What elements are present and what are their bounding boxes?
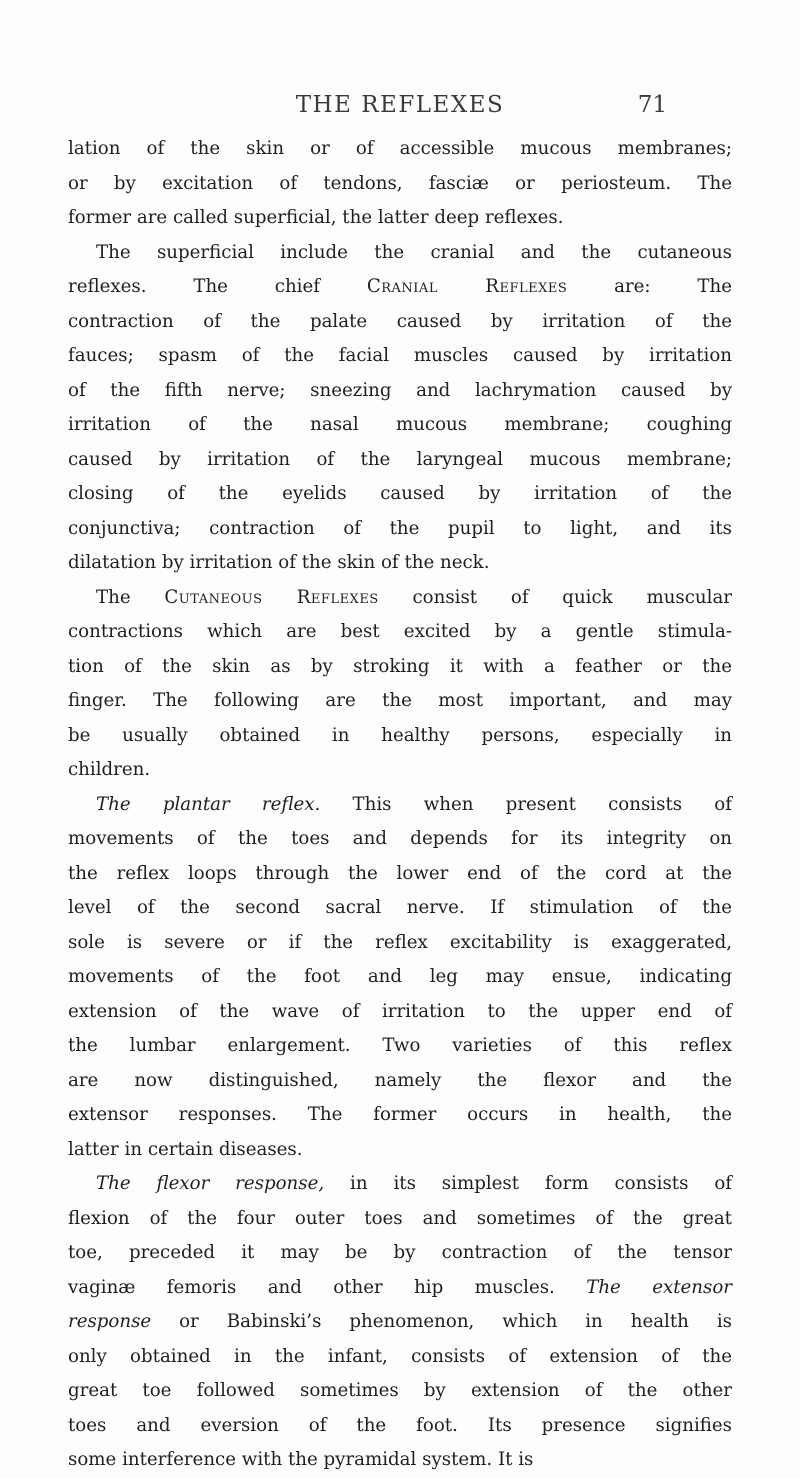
text-segment: only obtained in the infant, consists of extension of the: [68, 1345, 732, 1367]
text-line: [68, 132, 732, 167]
text-segment: are: The: [567, 276, 732, 297]
text-line: [68, 236, 732, 271]
page-number: 71: [637, 92, 667, 118]
text-segment: finger. The following are the most important, and may: [68, 690, 732, 711]
italic-term: The extensor: [586, 1276, 732, 1298]
text-segment: consist of quick muscular: [378, 586, 732, 608]
text-segment: The: [96, 586, 165, 608]
text-line: [68, 1443, 732, 1478]
text-line: [68, 1340, 732, 1375]
text-segment: toes and eversion of the foot. Its presence signifies: [68, 1414, 732, 1436]
text-line: [68, 891, 732, 926]
text-line: [68, 270, 732, 305]
small-caps-term: Cranial Reflexes: [366, 276, 568, 297]
text-line: [68, 512, 732, 547]
small-caps-term: Cutaneous Reflexes: [164, 586, 379, 608]
text-segment: extension of the wave of irritation to the upper end of: [68, 1000, 732, 1022]
text-segment: dilatation by irritation of the skin of the neck.: [68, 552, 490, 573]
text-line: [68, 960, 732, 995]
text-segment: caused by irritation of the laryngeal mucous membrane;: [68, 448, 732, 470]
text-segment: movements of the foot and leg may ensue, indicating: [68, 966, 732, 987]
text-segment: reflexes. The chief: [68, 276, 367, 297]
text-segment: extensor responses. The former occurs in health, the: [68, 1104, 732, 1125]
text-segment: closing of the eyelids caused by irritation of the: [68, 483, 732, 504]
text-segment: contractions which are best excited by a gentle stimula-: [68, 621, 732, 642]
text-line: [68, 1098, 732, 1133]
text-line: [68, 926, 732, 961]
text-segment: conjunctiva; contraction of the pupil to light, and its: [68, 517, 732, 539]
text-segment: vaginæ femoris and other hip muscles.: [68, 1276, 587, 1298]
text-line: [68, 1271, 732, 1306]
text-segment: children.: [68, 759, 151, 780]
text-line: [68, 822, 732, 857]
text-segment: This when present consists of: [320, 793, 732, 815]
running-header: THE REFLEXES: [295, 92, 505, 118]
text-line: [68, 374, 732, 409]
text-segment: great toe followed sometimes by extension of the other: [68, 1380, 732, 1401]
text-line: [68, 753, 732, 788]
italic-term: The flexor response,: [96, 1173, 325, 1194]
text-segment: or Babinski’s phenomenon, which in health is: [151, 1311, 732, 1332]
body-text: [68, 132, 732, 1478]
text-segment: lation of the skin or of accessible mucous membranes;: [68, 138, 732, 159]
text-line: [68, 1305, 732, 1340]
text-segment: movements of the toes and depends for its integrity on: [68, 828, 732, 849]
text-segment: flexion of the four outer toes and sometimes of the great: [68, 1207, 732, 1229]
text-segment: be usually obtained in healthy persons, especially in: [68, 724, 732, 746]
text-line: [68, 1064, 732, 1099]
text-line: [68, 1029, 732, 1064]
text-line: [68, 684, 732, 719]
text-line: [68, 788, 732, 823]
text-line: [68, 443, 732, 478]
text-segment: toe, preceded it may be by contraction of the tensor: [68, 1242, 732, 1263]
text-line: [68, 857, 732, 892]
text-segment: sole is severe or if the reflex excitability is exaggerated,: [68, 931, 732, 953]
text-segment: in its simplest form consists of: [324, 1173, 732, 1194]
text-line: [68, 581, 732, 616]
text-segment: latter in certain diseases.: [68, 1138, 303, 1160]
italic-term: response: [68, 1311, 152, 1332]
text-line: [68, 995, 732, 1030]
text-line: [68, 615, 732, 650]
text-line: [68, 167, 732, 202]
text-segment: some interference with the pyramidal system. It is: [68, 1449, 534, 1470]
text-segment: the lumbar enlargement. Two varieties of this reflex: [68, 1035, 732, 1056]
text-line: [68, 1409, 732, 1444]
text-segment: irritation of the nasal mucous membrane; coughing: [68, 414, 732, 435]
text-line: [68, 650, 732, 685]
text-segment: The superficial include the cranial and the cutaneous: [96, 241, 732, 263]
text-segment: the reflex loops through the lower end of the cord at the: [68, 862, 732, 884]
text-line: [68, 546, 732, 581]
text-segment: contraction of the palate caused by irritation of the: [68, 310, 732, 332]
text-segment: are now distinguished, namely the flexor and the: [68, 1069, 732, 1091]
text-segment: of the fifth nerve; sneezing and lachrymation caused by: [68, 379, 732, 401]
text-line: [68, 477, 732, 512]
text-line: [68, 719, 732, 754]
text-line: [68, 201, 732, 236]
text-line: [68, 408, 732, 443]
text-segment: or by excitation of tendons, fasciæ or periosteum. The: [68, 172, 732, 194]
text-line: [68, 305, 732, 340]
text-line: [68, 1202, 732, 1237]
text-line: [68, 1133, 732, 1168]
italic-term: The plantar reflex.: [96, 793, 321, 815]
text-segment: tion of the skin as by stroking it with a feather or the: [68, 655, 732, 677]
text-segment: former are called superficial, the latter deep reflexes.: [68, 207, 564, 228]
text-line: [68, 1374, 732, 1409]
text-line: [68, 1167, 732, 1202]
text-line: [68, 339, 732, 374]
text-segment: fauces; spasm of the facial muscles caused by irritation: [68, 345, 732, 366]
text-segment: level of the second sacral nerve. If stimulation of the: [68, 897, 732, 918]
text-line: [68, 1236, 732, 1271]
